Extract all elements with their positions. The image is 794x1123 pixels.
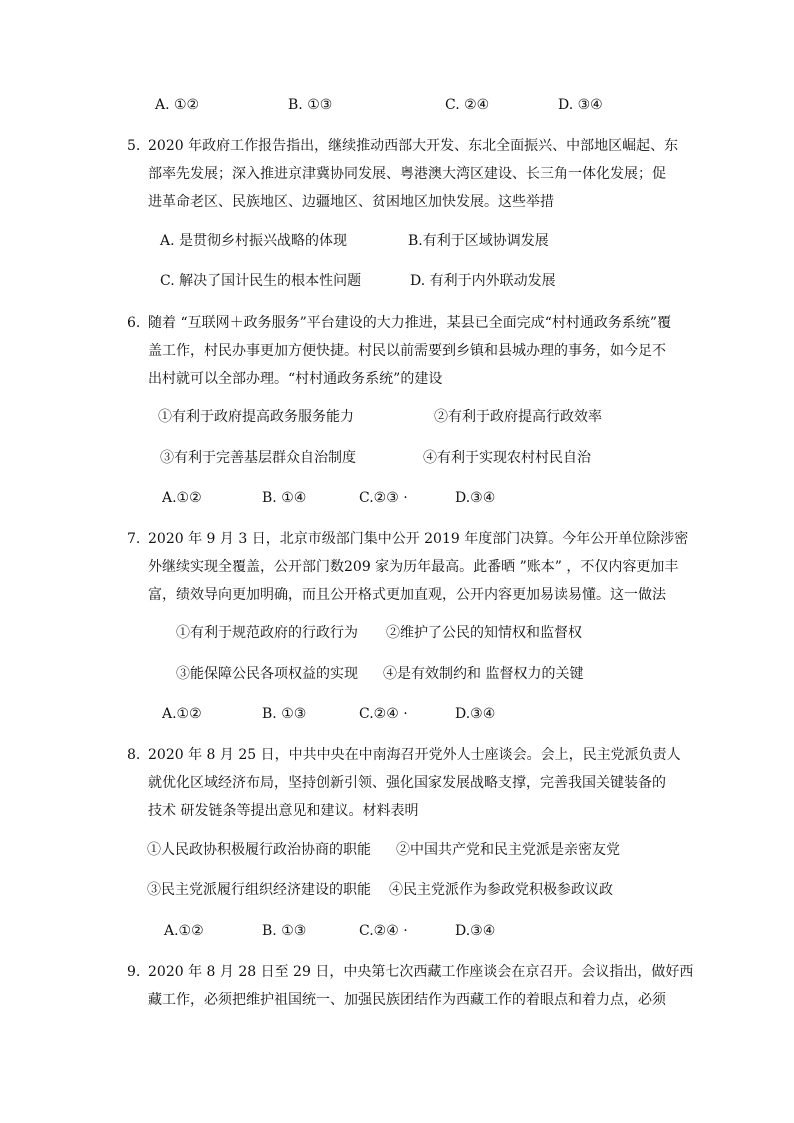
statement-4: ④民主党派作为参政党积极参政议政 (389, 882, 613, 898)
q5-stem-line-2: 部率先发展；深入推进京津冀协同发展、粤港澳大湾区建设、长三角一体化发展；促 (148, 166, 666, 182)
q7-stem-line-3: 富，绩效导向更加明确，而且公开格式更加直观，公开内容更加易读易懂。这一做法 (148, 587, 666, 603)
q5-stem-line-3: 进革命老区、民族地区、边疆地区、贫困地区加快发展。这些举措 (148, 194, 554, 210)
q9-stem-line-2: 藏工作，必须把维护祖国统一、加强民族团结作为西藏工作的着眼点和着力点，必须 (148, 992, 666, 1008)
option-a: A. ①② (155, 97, 200, 113)
q6-number: 6. (127, 315, 141, 331)
option-c: C.②④ · (359, 706, 408, 722)
statement-3: ③有利于完善基层群众自治制度 (160, 450, 356, 466)
option-d: D.③④ (455, 923, 496, 939)
q6-stem-line-3: 出村就可以全部办理。“村村通政务系统”的建设 (148, 371, 443, 387)
option-a: A.①② (162, 490, 202, 506)
q6-stem-line-2: 盖工作，村民办事更加方便快捷。村民以前需要到乡镇和县城办理的事务，如今足不 (148, 343, 666, 359)
option-d: D.③④ (455, 706, 496, 722)
option-a: A.①② (164, 923, 204, 939)
choice-a: A. 是贯彻乡村振兴战略的体现 (160, 233, 348, 249)
q7-number: 7. (127, 531, 141, 547)
q8-stem-line-1: 2020 年 8 月 25 日，中共中央在中南海召开党外人士座谈会。会上，民主党派负责人 (148, 747, 681, 763)
option-a: A.①② (162, 706, 202, 722)
statement-4: ④有利于实现农村村民自治 (423, 450, 591, 466)
q9-stem-line-1: 2020 年 8 月 28 日至 29 日，中央第七次西藏工作座谈会在京召开。会议指出，做好西 (148, 964, 694, 980)
choice-b: B.有利于区域协调发展 (408, 233, 549, 249)
statement-3: ③民主党派履行组织经济建设的职能 (147, 882, 371, 898)
statement-1: ①有利于政府提高政务服务能力 (158, 409, 354, 425)
option-b: B. ①③ (288, 97, 333, 113)
q5-stem-line-1: 2020 年政府工作报告指出，继续推动西部大开发、东北全面振兴、中部地区崛起、东 (148, 138, 679, 154)
statement-3: ③能保障公民各项权益的实现 (176, 666, 358, 682)
q8-stem-line-2: 就优化区域经济布局，坚持创新引领、强化国家发展战略支撑，完善我国关键装备的 (148, 775, 666, 791)
choice-c: C. 解决了国计民生的根本性问题 (160, 273, 362, 289)
q6-stem-line-1: 随着 “互联网＋政务服务”平台建设的大力推进，某县已全面完成“村村通政务系统”覆 (148, 315, 672, 331)
q7-stem-line-1: 2020 年 9 月 3 日，北京市级部门集中公开 2019 年度部门决算。今年公开单位除涉密 (148, 531, 689, 547)
choice-d: D. 有利于内外联动发展 (410, 273, 556, 289)
statement-2: ②维护了公民的知情权和监督权 (386, 625, 582, 641)
q8-stem-line-3: 技术 研发链条等提出意见和建议。材料表明 (148, 803, 419, 819)
option-c: C.②④ · (359, 923, 408, 939)
option-c: C. ②④ (445, 97, 490, 113)
option-c: C.②③ · (359, 490, 408, 506)
option-b: B. ①③ (262, 923, 307, 939)
option-b: B. ①③ (262, 706, 307, 722)
statement-1: ①有利于规范政府的行政行为 (176, 625, 358, 641)
q8-number: 8. (127, 747, 141, 763)
q9-number: 9. (127, 964, 141, 980)
option-d: D. ③④ (558, 97, 603, 113)
q7-stem-line-2: 外继续实现全覆盖，公开部门数209 家为历年最高。此番晒 ”账本” ，不仅内容更加丰 (148, 559, 679, 575)
statement-4: ④是有效制约和 监督权力的关键 (383, 666, 584, 682)
statement-2: ②中国共产党和民主党派是亲密友党 (396, 842, 620, 858)
statement-1: ①人民政协积极履行政治协商的职能 (147, 842, 371, 858)
q5-number: 5. (127, 138, 141, 154)
statement-2: ②有利于政府提高行政效率 (434, 409, 602, 425)
option-b: B. ①④ (262, 490, 307, 506)
option-d: D.③④ (455, 490, 496, 506)
